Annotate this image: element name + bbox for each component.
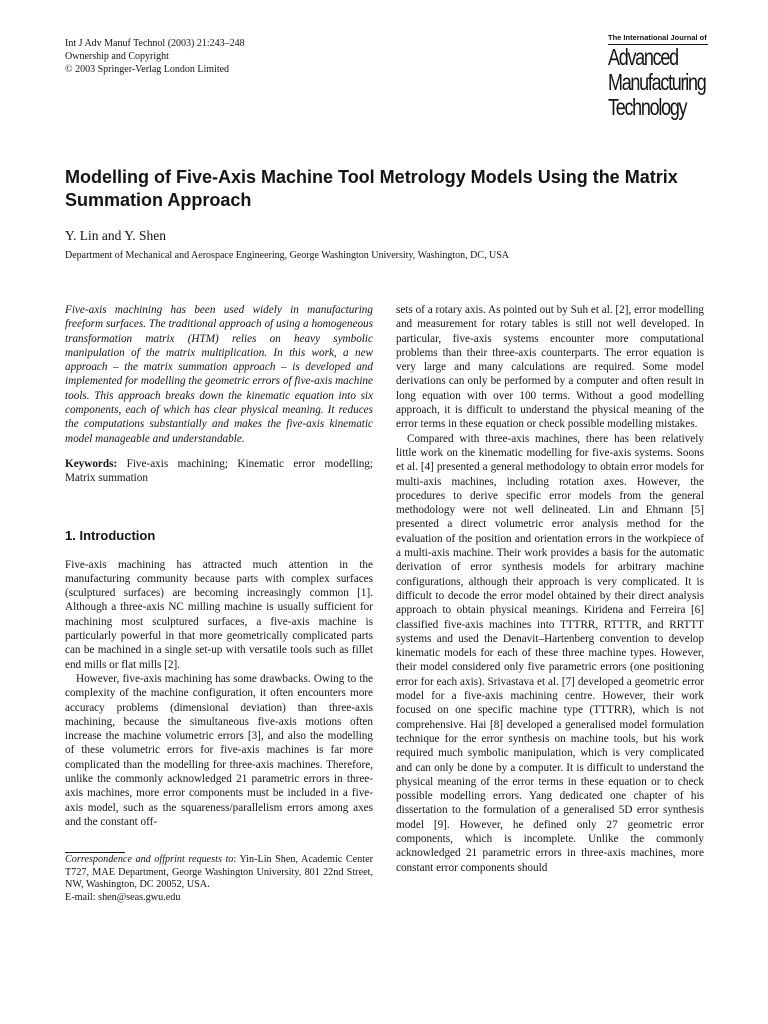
body-paragraph: Compared with three-axis machines, there has been relatively little work on the kinematic modelling for five-axis systems. Soons et al. [4] presented a general methodology to obtain error models for multi-axis machines, including rotation axes. However, the procedures to derive specific error models from the general methodology were not well delineated. Lin and Ehmann [5] presented a direct volumetric error analysis method for the evaluation of the position and orientation errors in the workpiece of a multi-axis machine. Their work provides a basis for the automatic derivation of error synthesis models for arbitrary machine configurations, although their approach is very complicated. It is difficult to decode the error model obtained by their direct analysis approach to obtain physical meanings. Kiridena and Ferreira [6] classified five-axis machines into TTTRR, RTTTR, and RRTTT systems and used the Denavit–Hartenberg convention to develop kinematic models for each of these three machine types. However, their model considered only five parametric errors (one positioning error for each axis). Srivastava et al. [7] developed a geometric error model for a five-axis machining centre. However, their work focused on one specific machine type (TTTRR), which is not comprehensive. Hai [8] developed a generalised model formulation technique for the error synthesis on machine tools, but his work required much symbolic manipulation, which is very complicated and can only be done by a computer. It is difficult to understand the physical meaning of the error terms in these equation or to check possible modelling errors. Yang dedicated one chapter of his dissertation to the formulation of a generalised 5D error synthesis model [9]. However, he defined only 27 geometric error components, which is incomplete. Unlike the commonly acknowledged 21 parametric errors in three-axis machines, more constant error components should [396,432,704,874]
paper-affiliation: Department of Mechanical and Aerospace Engineering, George Washington University, Washington, DC, USA [65,250,510,261]
journal-logo-prefix: The International Journal of [608,33,708,45]
journal-logo-line: Manufacturing [608,69,706,95]
abstract-text: Five-axis machining has been used widely in manufacturing freeform surfaces. The traditional approach of using a homogeneous transformation matrix (HTM) relies on heavy symbolic manipulation of the matrix multiplication. In this work, a new approach – the matrix summation approach – is developed and implemented for modelling the geometric errors of five-axis machine tools. This approach breaks down the kinematic equation into six components, each of which has clear physical meaning. It reduces the computations substantially and makes the five-axis kinematic model manageable and understandable. [65,304,373,445]
correspondence-footnote [65,852,373,904]
footnote-rule [65,852,125,853]
journal-logo [608,33,708,120]
citation-block [65,37,245,76]
paper-authors: Y. Lin and Y. Shen [65,228,167,243]
keywords [65,457,373,486]
citation-line: © 2003 Springer-Verlag London Limited [65,64,230,75]
body-paragraph: However, five-axis machining has some drawbacks. Owing to the complexity of the machine configuration, it often encounters more accuracy problems (dimensional deviation) than three-axis machining, because the simultaneous five-axis motions often increase the machine volumetric errors [3], and also the modelling of these volumetric errors for five-axis machines is far more complicated than the modelling for three-axis machines. Therefore, unlike the commonly acknowledged 21 parametric errors in three-axis machines, more error components must be included in a five-axis model, such as the squareness/parallelism errors among axes and the constant off- [65,672,373,828]
journal-logo-line: Advanced [608,44,678,70]
keywords-text: Five-axis machining; Kinematic error modelling; Matrix summation [65,457,373,485]
introduction-body [65,558,373,830]
left-column [65,303,373,829]
section-heading-introduction: 1. Introduction [65,527,156,543]
journal-logo-line: Technology [608,94,687,120]
citation-line: Int J Adv Manuf Technol (2003) 21:243–248 [65,38,245,49]
correspondence-label: Correspondence and offprint requests to [65,854,234,865]
body-paragraph: sets of a rotary axis. As pointed out by Suh et al. [2], error modelling and measurement for rotary tables is still not well developed. In particular, five-axis systems encounter more computational problems than their three-axis counterparts. The error equation is very large and many calculations are required. Some model derivations can only be performed by a computer and often result in long equation with over 100 terms. Without a good modelling approach, it is difficult to understand the physical meaning of the error terms in these equation or check possible modelling mistakes. [396,304,704,431]
right-column [396,303,704,875]
body-paragraph: Five-axis machining has attracted much attention in the manufacturing community because parts with complex surfaces (sculptured surfaces) are becoming increasingly common [1]. Although a three-axis NC milling machine is usually sufficient for machining most sculptured surfaces, a five-axis machine is particularly powerful in that more geometrically complicated parts can be machined in a single set-up with versatile tools such as fillet end mills or flat mills [2]. [65,558,373,671]
paper-title: Modelling of Five-Axis Machine Tool Metrology Models Using the Matrix Summation Approach [65,167,678,210]
keywords-label: Keywords: [65,457,118,470]
correspondence-address: : Yin-Lin Shen, Academic Center T727, MAE Department, George Washington University, 801 22nd Street, NW, Washington, DC 20052, USA. [65,854,373,890]
correspondence-email: E-mail: shen@seas.gwu.edu [65,891,181,903]
citation-line: Ownership and Copyright [65,51,169,62]
